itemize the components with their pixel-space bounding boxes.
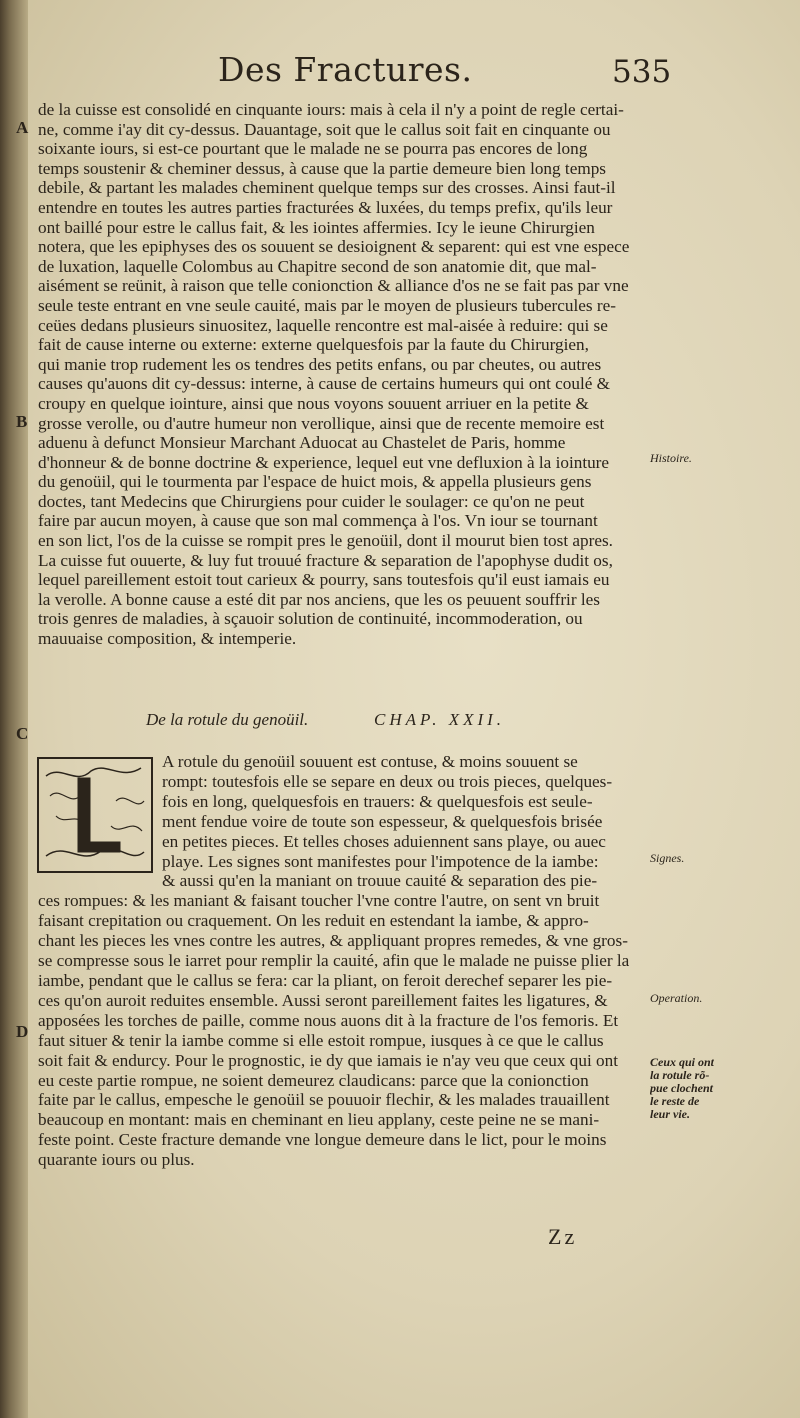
text-line: A rotule du genoüil souuent est contuse, & moins souuent se xyxy=(162,752,578,771)
text-line: feste point. Ceste fracture demande vne longue demeure dans le lict, pour le moins xyxy=(38,1130,607,1150)
page-number: 535 xyxy=(612,54,672,90)
text-line: aisément se reünit, à raison que telle conionction & alliance d'os ne se fait pas par vne xyxy=(38,276,629,296)
text-line: causes qu'auons dit cy-dessus: interne, à cause de certains humeurs qui ont coulé & xyxy=(38,374,611,394)
text-line: fait de cause interne ou externe: externe quelquesfois par la faute du Chirurgien, xyxy=(38,335,589,355)
text-line: ment fendue voire de toute son espesseur, & quelquesfois brisée xyxy=(162,811,603,831)
text-line: notera, que les epiphyses des os souuent se desioignent & separent: qui est vne espece xyxy=(38,237,630,257)
text-line: se compresse sous le iarret pour remplir la cauité, afin que le malade ne puisse plier la xyxy=(38,951,630,971)
text-line: ne, comme i'ay dit cy-dessus. Dauantage, soit que le callus soit fait en cinquante ou xyxy=(38,119,611,139)
paragraph-chapter xyxy=(38,752,652,1170)
text-line: debile, & partant les malades cheminent quelque temps sur des crosses. Ainsi faut-il xyxy=(38,178,616,198)
signature-mark: Zz xyxy=(548,1224,578,1249)
text-line: soixante iours, si est-ce pourtant que le malade ne se pourra pas encores de long xyxy=(38,139,588,159)
text-line: La cuisse fut ouuerte, & luy fut trouué fracture & separation de l'apophyse dudit os, xyxy=(38,550,613,570)
text-line: beaucoup en montant: mais en cheminant en lieu applany, ceste peine ne se mani- xyxy=(38,1110,600,1130)
text-line: rompt: toutesfois elle se separe en deux ou trois pieces, quelques- xyxy=(162,771,613,791)
paragraph-main xyxy=(38,100,652,649)
text-line: aduenu à defunct Monsieur Marchant Aduocat au Chastelet de Paris, homme xyxy=(38,433,566,453)
text-line: doctes, tant Medecins que Chirurgiens pour cuider le soulager: ce qu'on ne peut xyxy=(38,491,585,511)
section-letter-d: D xyxy=(16,1022,29,1041)
marginal-note-signes: Signes. xyxy=(650,851,685,865)
text-line: entendre en toutes les autres parties fracturées & luxées, du temps prefix, qu'ils leur xyxy=(38,197,613,217)
chapter-number: CHAP. XXII. xyxy=(374,710,506,729)
marginal-line: pue clochent xyxy=(650,1082,713,1095)
marginal-line: leur vie. xyxy=(650,1108,690,1121)
text-line: ont baillé pour estre le callus fait, & les iointes affermies. Icy le ieune Chirurgien xyxy=(38,217,595,237)
text-line: du genoüil, qui le tourmenta par l'espace de huict mois, & appella plusieurs gens xyxy=(38,472,592,492)
section-letter-b: B xyxy=(16,412,28,431)
text-line: playe. Les signes sont manifestes pour l'impotence de la iambe: xyxy=(162,851,599,871)
marginal-line: la rotule rõ- xyxy=(650,1069,710,1082)
chapter-title: De la rotule du genoüil. xyxy=(146,710,309,729)
text-line: temps soustenir & cheminer dessus, à cause que la partie demeure bien long temps xyxy=(38,158,606,178)
text-line: lequel pareillement estoit tout carieux & pourry, sans toutesfois qu'il eust iamais eu xyxy=(38,570,610,590)
text-line: & aussi qu'en la maniant on trouue cauité & separation des pie- xyxy=(162,871,598,891)
text-line: en son lict, l'os de la cuisse se rompit pres le genoüil, dont il mourut bien tost apres. xyxy=(38,531,613,551)
text-line: trois genres de maladies, à sçauoir solution de continuité, incommoderation, ou xyxy=(38,609,583,629)
marginal-note-operation: Operation. xyxy=(650,991,703,1005)
book-gutter xyxy=(0,0,28,1418)
text-line: chant les pieces les vnes contre les autres, & appliquant propres remedes, & vne gros- xyxy=(38,931,628,951)
running-title: Des Fractures. xyxy=(218,50,473,89)
text-line: quarante iours ou plus. xyxy=(38,1150,195,1170)
text-line: qui manie trop rudement les os tendres des petits enfans, ou par cheutes, ou autres xyxy=(38,354,602,374)
text-line: faire par aucun moyen, à cause que son mal commença à l'os. Vn iour se tournant xyxy=(38,511,598,531)
text-line: d'honneur & de bonne doctrine & experience, lequel eut vne defluxion à la iointure xyxy=(38,452,610,472)
text-line: de luxation, laquelle Colombus au Chapitre second de son anatomie dit, que mal- xyxy=(38,256,597,276)
text-line: la verolle. A bonne cause a esté dit par nos anciens, que les os peuuent souffrir les xyxy=(38,589,600,609)
marginal-note-ceux-qui-ont xyxy=(650,1056,714,1121)
text-line: ces qu'on auroit reduites ensemble. Aussi seront pareillement faites les ligatures, & xyxy=(38,990,608,1010)
text-line: de la cuisse est consolidé en cinquante iours: mais à cela il n'y a point de regle certai- xyxy=(38,100,624,119)
text-line: seule teste entrant en vne seule cauité, mais par le moyen de plusieurs tubercules re- xyxy=(38,295,616,315)
text-line: faut situer & tenir la iambe comme si elle estoit rompue, iusques à ce que le callus xyxy=(38,1030,604,1050)
text-line: en petites pieces. Et telles choses aduiennent sans playe, ou auec xyxy=(162,831,606,851)
text-line: grosse verolle, ou d'autre humeur non verollique, ainsi que de recente memoire est xyxy=(38,413,605,433)
text-line: apposées les torches de paille, comme nous auons dit à la fracture de l'os femoris. Et xyxy=(38,1010,619,1030)
text-line: eu ceste partie rompue, ne soient demeurez claudicans: parce que la conionction xyxy=(38,1070,589,1090)
chapter-header xyxy=(38,710,652,734)
text-line: iambe, pendant que le callus se fera: car la pliant, on feroit derechef separer les pie- xyxy=(38,970,613,990)
text-line: faisant crepitation ou craquement. On les reduit en estendant la iambe, & appro- xyxy=(38,911,589,931)
text-line: mauuaise composition, & intemperie. xyxy=(38,629,297,649)
text-line: croupy en quelque iointure, ainsi que nous voyons souuent arriuer en la petite & xyxy=(38,393,589,413)
marginal-note-histoire: Histoire. xyxy=(650,451,692,465)
text-line: soit fait & endurcy. Pour le prognostic, ie dy que iamais ie n'ay veu que ceux qui ont xyxy=(38,1050,619,1070)
text-line: ces rompues: & les maniant & faisant toucher l'vne contre l'autre, on sent vn bruit xyxy=(38,891,600,911)
section-letter-a: A xyxy=(16,118,29,137)
page-header xyxy=(0,50,800,100)
marginal-line: Ceux qui ont xyxy=(650,1056,715,1069)
section-letter-c: C xyxy=(16,724,29,743)
text-line: fois en long, quelquesfois en trauers: & quelquesfois est seule- xyxy=(162,791,593,811)
text-line: faite par le callus, empesche le genoüil se pouuoir flechir, & les malades trauaillent xyxy=(38,1090,610,1110)
text-line: ceües dedans plusieurs sinuositez, laquelle rencontre est mal-aisée à reduire: qui se xyxy=(38,315,608,335)
marginal-line: le reste de xyxy=(650,1095,700,1108)
